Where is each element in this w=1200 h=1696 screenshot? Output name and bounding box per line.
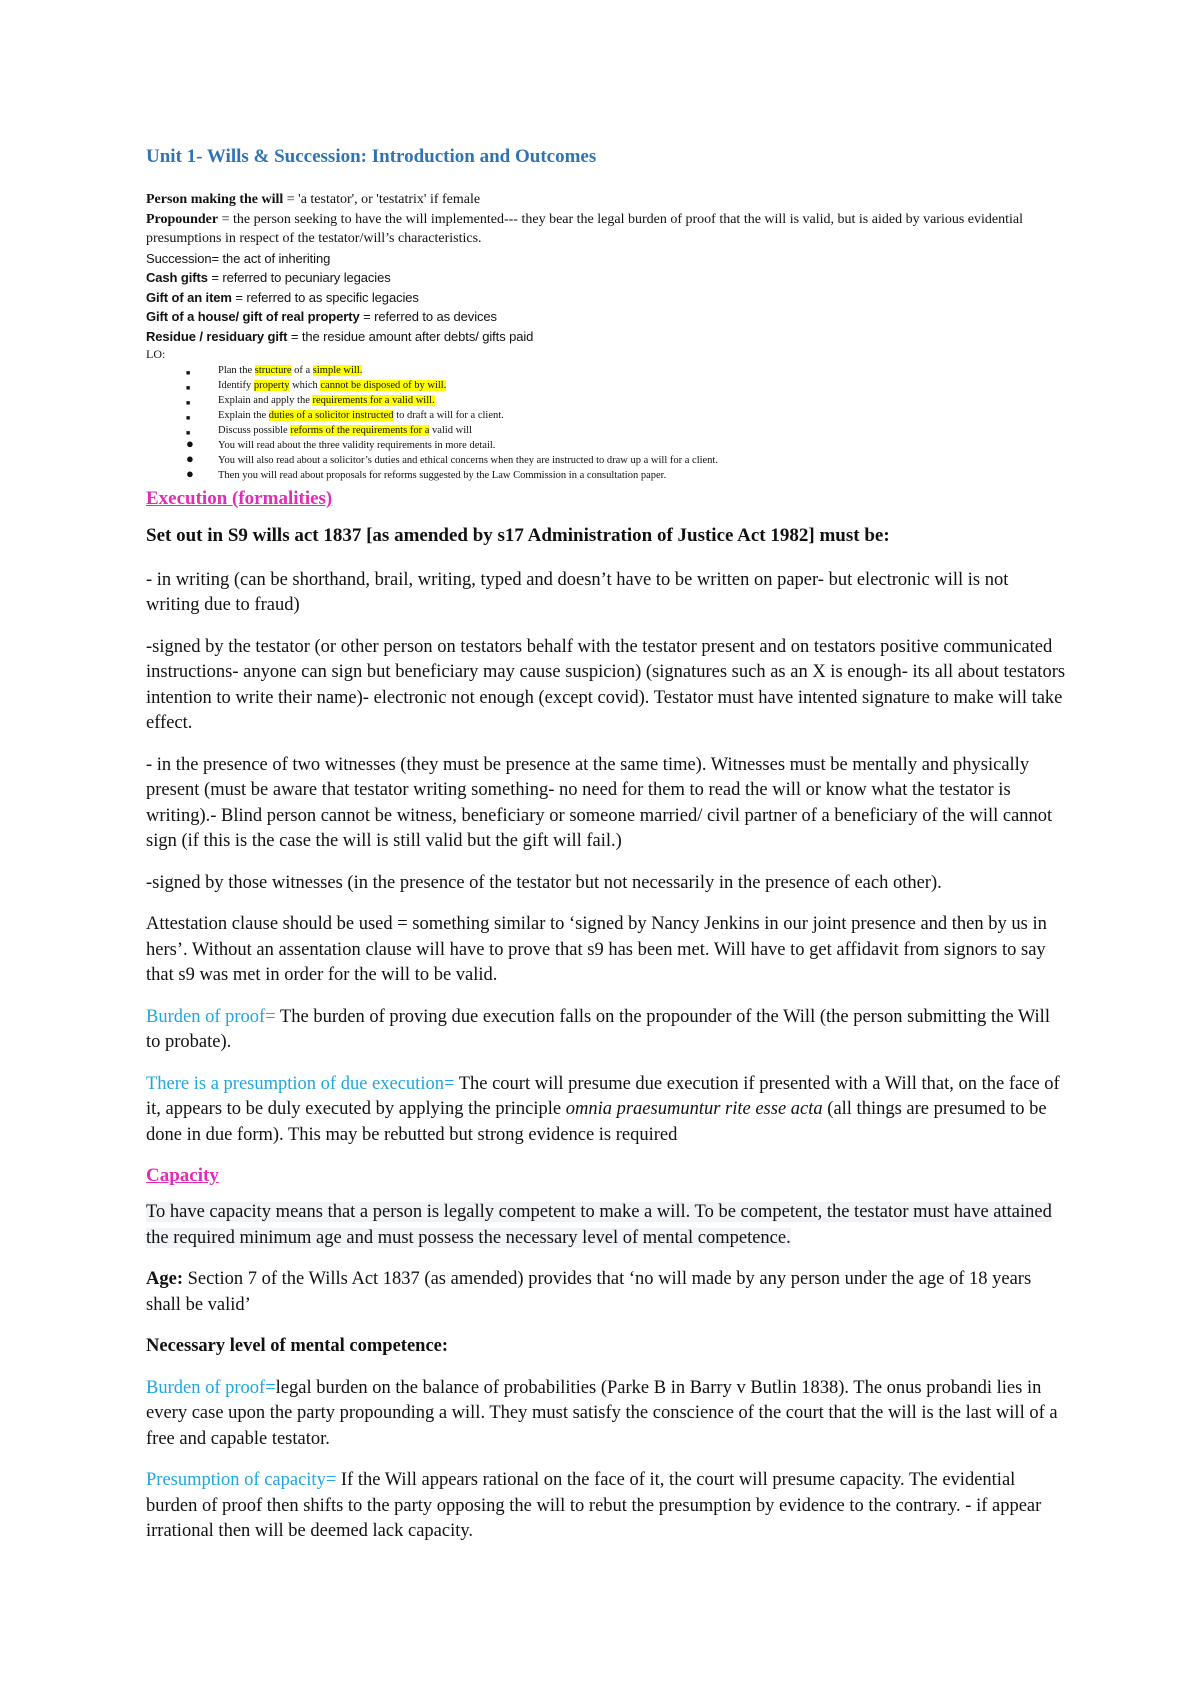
highlighted-text: structure <box>254 365 292 376</box>
definition-item <box>146 249 1066 269</box>
outcome-text: Identify <box>218 380 254 391</box>
outcome-text: of a <box>291 365 313 376</box>
execution-section <box>146 523 1066 1148</box>
definition-item <box>146 288 1066 308</box>
learning-outcome-item <box>146 423 1066 438</box>
term-text: legal burden on the balance of probabilities (Parke B in Barry v Butlin 1838). The onus probandi lies in every case upon the party propounding a will. They must satisfy the conscience of the court that the will is the last will of a free and capable testator. <box>146 1377 1058 1449</box>
definition-text: = referred to pecuniary legacies <box>207 270 391 285</box>
paragraph: - in writing (can be shorthand, brail, writing, typed and doesn’t have to be written on paper- but electronic will is not writing due to fraud) <box>146 569 1009 615</box>
square-bullet-icon: ■ <box>186 414 191 422</box>
definition-text: = the person seeking to have the will implemented--- they bear the legal burden of proof that the will is valid, but is aided by various evidential presumptions in respect of the testator/will’s characteristics. <box>146 211 1023 246</box>
latin-maxim: omnia praesumuntur rite esse acta <box>565 1099 823 1119</box>
capacity-section <box>146 1200 1066 1545</box>
definition-text: = referred to as specific legacies <box>231 289 419 305</box>
definition-term: Propounder <box>146 211 219 227</box>
paragraph: -signed by those witnesses (in the presence of the testator but not necessarily in the presence of each other). <box>146 872 942 893</box>
term-text: The court will presume due execution if presented with a Will that, on the face of it, appears to be duly executed by applying the principle <box>146 1073 1060 1119</box>
term-label: Presumption of capacity= <box>146 1470 337 1490</box>
section-heading-execution: Execution (formalities) <box>146 488 333 509</box>
learning-outcome-item <box>146 438 1066 453</box>
definition-term: Cash gifts <box>146 270 208 285</box>
paragraph: - in the presence of two witnesses (they must be presence at the same time). Witnesses must be mentally and physically present (must be aware that testator writing something- no need for them to read the will or know what the testator is writing).- Blind person cannot be witness, beneficiary or someone married/ civil partner of a beneficiary of the will cannot sign (if this is the case the will is still valid but the gift will fail.) <box>146 754 1053 851</box>
definition-text: = referred to as devices <box>359 309 497 324</box>
square-bullet-icon: ■ <box>186 429 191 437</box>
learning-outcome-item <box>146 453 1066 468</box>
execution-lead: Set out in S9 wills act 1837 [as amended by s17 Administration of Justice Act 1982] must be: <box>146 525 890 546</box>
outcome-text: Then you will read about proposals for reforms suggested by the Law Commission in a consultation paper. <box>218 470 667 481</box>
definition-item <box>146 307 1066 327</box>
definition-item <box>146 190 1066 210</box>
learning-outcome-item <box>146 468 1066 483</box>
term-label: Age: <box>146 1269 183 1289</box>
outcome-text: valid will <box>429 425 473 436</box>
learning-outcomes-list <box>146 363 1066 483</box>
term-text: (all things are presumed to be done in due form). This may be rebutted but strong evidence is required <box>146 1099 1047 1145</box>
highlighted-text: simple will. <box>312 365 363 376</box>
definition-term: Person making the will <box>146 192 284 207</box>
round-bullet-icon: ● <box>186 436 194 451</box>
outcome-text: Explain and apply the <box>218 395 313 406</box>
lo-label: LO: <box>146 347 166 361</box>
term-label: There is a presumption of due execution= <box>146 1073 455 1094</box>
square-bullet-icon: ■ <box>186 384 191 392</box>
term-label: Burden of proof= <box>146 1377 276 1398</box>
document-body <box>146 146 1066 1561</box>
paragraph <box>146 1376 1066 1453</box>
square-bullet-icon: ■ <box>186 399 191 407</box>
definition-term: Gift of a house/ gift of real property <box>146 309 360 324</box>
square-bullet-icon: ■ <box>186 369 191 377</box>
outcome-text: You will also read about a solicitor’s duties and ethical concerns when they are instructed to draw up a will for a client. <box>218 455 718 466</box>
highlighted-text: property <box>253 380 290 391</box>
round-bullet-icon: ● <box>186 466 194 481</box>
paragraph <box>146 1200 1066 1251</box>
page-title: Unit 1- Wills & Succession: Introduction and Outcomes <box>146 146 597 167</box>
definition-text: = 'a testator', or 'testatrix' if female <box>283 192 481 207</box>
highlighted-text: cannot be disposed of by will. <box>320 380 447 391</box>
round-bullet-icon: ● <box>186 451 194 466</box>
capacity-intro: To have capacity means that a person is legally competent to make a will. To be competent, the testator must have attained the required minimum age and must possess the necessary level of mental competence. <box>146 1202 1052 1248</box>
section-heading-capacity: Capacity <box>146 1165 219 1186</box>
definition-text: Succession= the act of inheriting <box>146 250 331 266</box>
outcome-text: Explain the <box>218 410 269 421</box>
outcome-text: which <box>289 380 321 391</box>
definitions-list <box>146 190 1066 346</box>
paragraph: Attestation clause should be used = something similar to ‘signed by Nancy Jenkins in our joint presence and then by us in hers’. Without an assentation clause will have to prove that s9 has been met. Will have to get affidavit from signors to say that s9 was met in order for the will to be valid. <box>146 914 1047 985</box>
term-label: Burden of proof= <box>146 1006 276 1027</box>
highlighted-text: requirements for a valid will. <box>312 395 435 406</box>
definition-text: = the residue amount after debts/ gifts paid <box>287 328 534 344</box>
paragraph <box>146 1267 1066 1318</box>
definition-term: Residue / residuary gift <box>146 328 288 344</box>
learning-outcome-item <box>146 378 1066 393</box>
outcome-text: You will read about the three validity requirements in more detail. <box>218 440 496 451</box>
definition-term: Gift of an item <box>146 289 232 305</box>
learning-outcome-item <box>146 393 1066 408</box>
paragraph <box>146 1005 1066 1056</box>
paragraph: -signed by the testator (or other person on testators behalf with the testator present and on testators positive communicated instructions- anyone can sign but beneficiary may cause suspicion) (signatures such as an X is enough- its all about testators intention to write their name)- electronic not enough (except covid). Testator must have intented signature to make will take effect. <box>146 636 1066 733</box>
definition-item <box>146 268 1066 288</box>
learning-outcome-item <box>146 363 1066 378</box>
paragraph <box>146 1468 1066 1545</box>
outcome-text: Plan the <box>218 365 255 376</box>
definition-item <box>146 210 1066 249</box>
highlighted-text: duties of a solicitor instructed <box>268 410 394 421</box>
paragraph <box>146 1072 1066 1149</box>
outcome-text: to draft a will for a client. <box>393 410 504 421</box>
definition-item <box>146 327 1066 347</box>
outcome-text: Discuss possible <box>218 425 291 436</box>
learning-outcome-item <box>146 408 1066 423</box>
subheading: Necessary level of mental competence: <box>146 1336 449 1356</box>
term-text: If the Will appears rational on the face of it, the court will presume capacity. The evidential burden of proof then shifts to the party opposing the will to rebut the presumption by evidence to the contrary. - if appear irrational then will be deemed lack capacity. <box>146 1470 1042 1541</box>
highlighted-text: reforms of the requirements for a <box>290 425 430 436</box>
term-text: Section 7 of the Wills Act 1837 (as amended) provides that ‘no will made by any person under the age of 18 years shall be valid’ <box>146 1269 1032 1315</box>
term-text: The burden of proving due execution falls on the propounder of the Will (the person submitting the Will to probate). <box>146 1006 1050 1052</box>
